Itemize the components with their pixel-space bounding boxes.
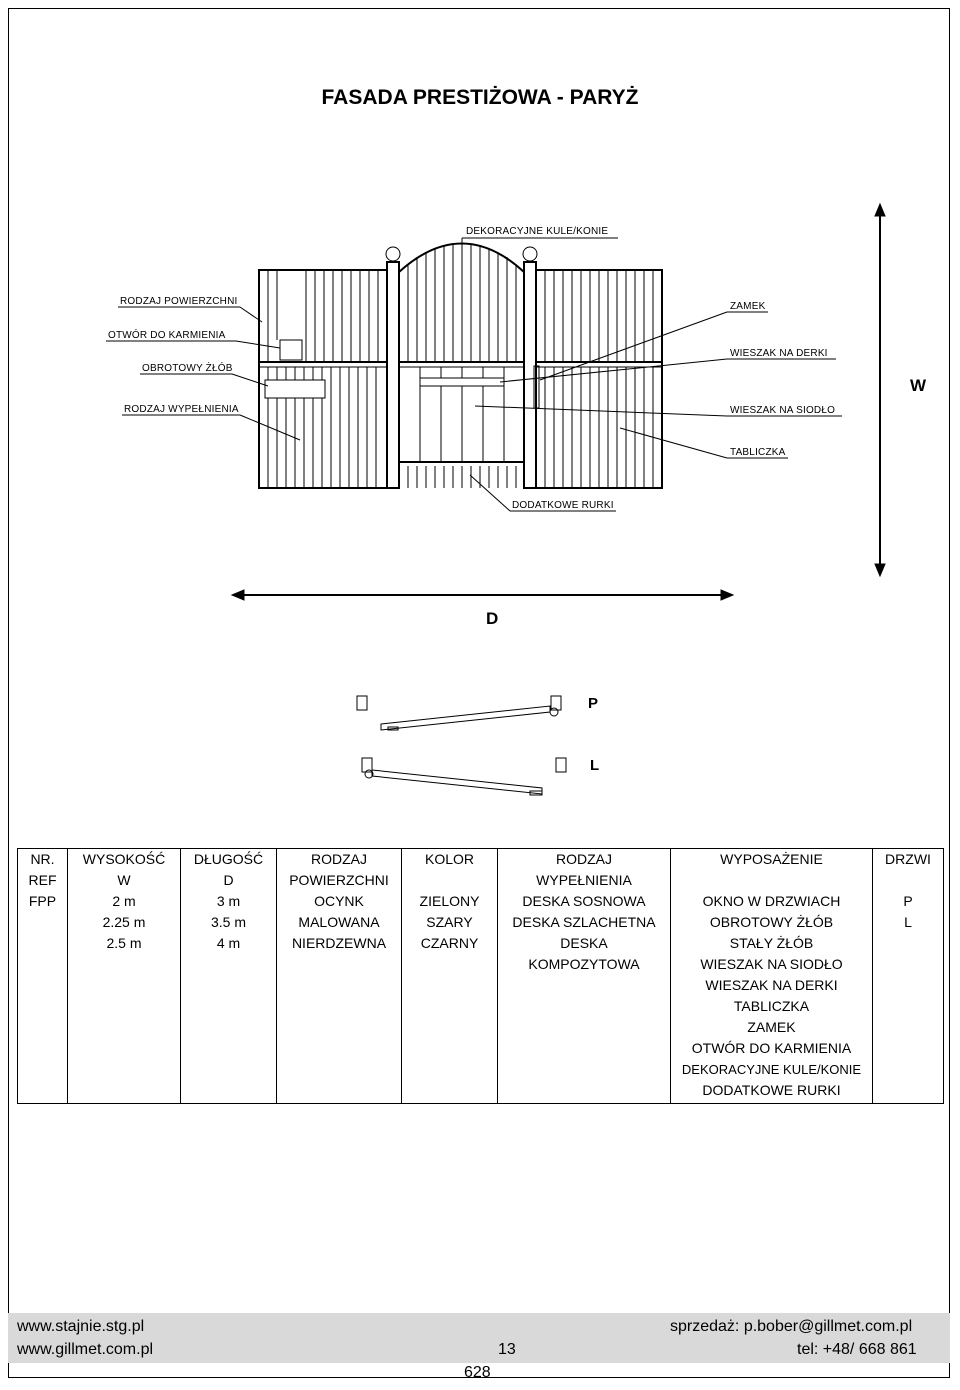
feeding-opening <box>280 340 302 360</box>
spec-table <box>17 848 944 1104</box>
header-filling: RODZAJ WYPEŁNIENIA <box>498 849 671 892</box>
left-upper-bars <box>268 270 378 362</box>
left-ball <box>386 247 400 261</box>
length-dimension <box>232 590 733 600</box>
page-title: FASADA PRESTIŻOWA - PARYŻ <box>321 86 639 109</box>
cell-equipment: OKNO W DRZWIACH OBROTOWY ŻŁÓB STAŁY ŻŁÓB WIESZAK NA SIODŁO WIESZAK NA DERKI TABLICZKA ZAMEK OTWÓR DO KARMIENIA DEKORACYJNE KULE/KONIE DODATKOWE RURKI <box>671 891 873 1104</box>
callout-powierzchnia: RODZAJ POWIERZCHNI <box>120 296 238 307</box>
header-color: KOLOR <box>402 849 498 892</box>
callout-wypelnienie: RODZAJ WYPEŁNIENIA <box>124 404 239 415</box>
header-door: DRZWI <box>873 849 944 892</box>
footer-site-stajnie[interactable]: www.stajnie.stg.pl <box>17 1318 145 1335</box>
left-panel-frame <box>259 270 387 488</box>
callout-rurki: DODATKOWE RURKI <box>512 500 614 511</box>
cell-color: ZIELONY SZARY CZARNY <box>402 891 498 1104</box>
header-surface: RODZAJ POWIERZCHNI <box>277 849 402 892</box>
callout-tabliczka: TABLICZKA <box>730 447 786 458</box>
callout-zamek: ZAMEK <box>730 301 766 312</box>
footer-site-gillmet[interactable]: www.gillmet.com.pl <box>17 1341 154 1358</box>
door-plan-left <box>362 758 566 795</box>
footer-sales-email[interactable]: sprzedaż: p.bober@gillmet.com.pl <box>670 1318 913 1335</box>
door-label-left: L <box>590 757 600 774</box>
saddle-hanger <box>420 378 504 386</box>
cell-height: 2 m 2.25 m 2.5 m <box>68 891 181 1104</box>
header-ref: NR. REF <box>18 849 68 892</box>
callout-karmienie: OTWÓR DO KARMIENIA <box>108 330 226 341</box>
callout-siodlo: WIESZAK NA SIODŁO <box>730 405 836 416</box>
length-label: D <box>486 609 499 628</box>
callout-derki: WIESZAK NA DERKI <box>730 348 828 359</box>
footer-phone: tel: +48/ 668 861 <box>797 1341 917 1358</box>
cell-surface: OCYNK MALOWANA NIERDZEWNA <box>277 891 402 1104</box>
door-upper-bars <box>408 244 516 362</box>
cell-filling: DESKA SOSNOWA DESKA SZLACHETNA DESKA KOMPOZYTOWA <box>498 891 671 1104</box>
right-upper-bars <box>545 270 653 362</box>
left-post <box>387 262 399 488</box>
cell-ref: FPP <box>18 891 68 1104</box>
door-plan-right <box>357 696 561 730</box>
cell-length: 3 m 3.5 m 4 m <box>181 891 277 1104</box>
header-equipment: WYPOSAŻENIE <box>671 849 873 892</box>
height-dimension <box>875 204 885 576</box>
header-height: WYSOKOŚĆ W <box>68 849 181 892</box>
header-length: DŁUGOŚĆ D <box>181 849 277 892</box>
height-label: W <box>910 376 927 395</box>
callout-kule: DEKORACYJNE KULE/KONIE <box>466 226 609 237</box>
table-row <box>18 891 944 1104</box>
extra-tubes <box>408 466 516 488</box>
footer-page-number: 13 <box>498 1341 516 1358</box>
callout-leaders <box>106 238 842 511</box>
cell-door: P L <box>873 891 944 1104</box>
right-lower-bars <box>545 367 653 488</box>
table-header-row <box>18 849 944 892</box>
footer-phone-end: 628 <box>464 1364 491 1381</box>
right-ball <box>523 247 537 261</box>
door-label-right: P <box>588 695 599 712</box>
rotating-trough <box>265 380 325 398</box>
callout-zlob: OBROTOWY ŻŁÓB <box>142 363 233 374</box>
